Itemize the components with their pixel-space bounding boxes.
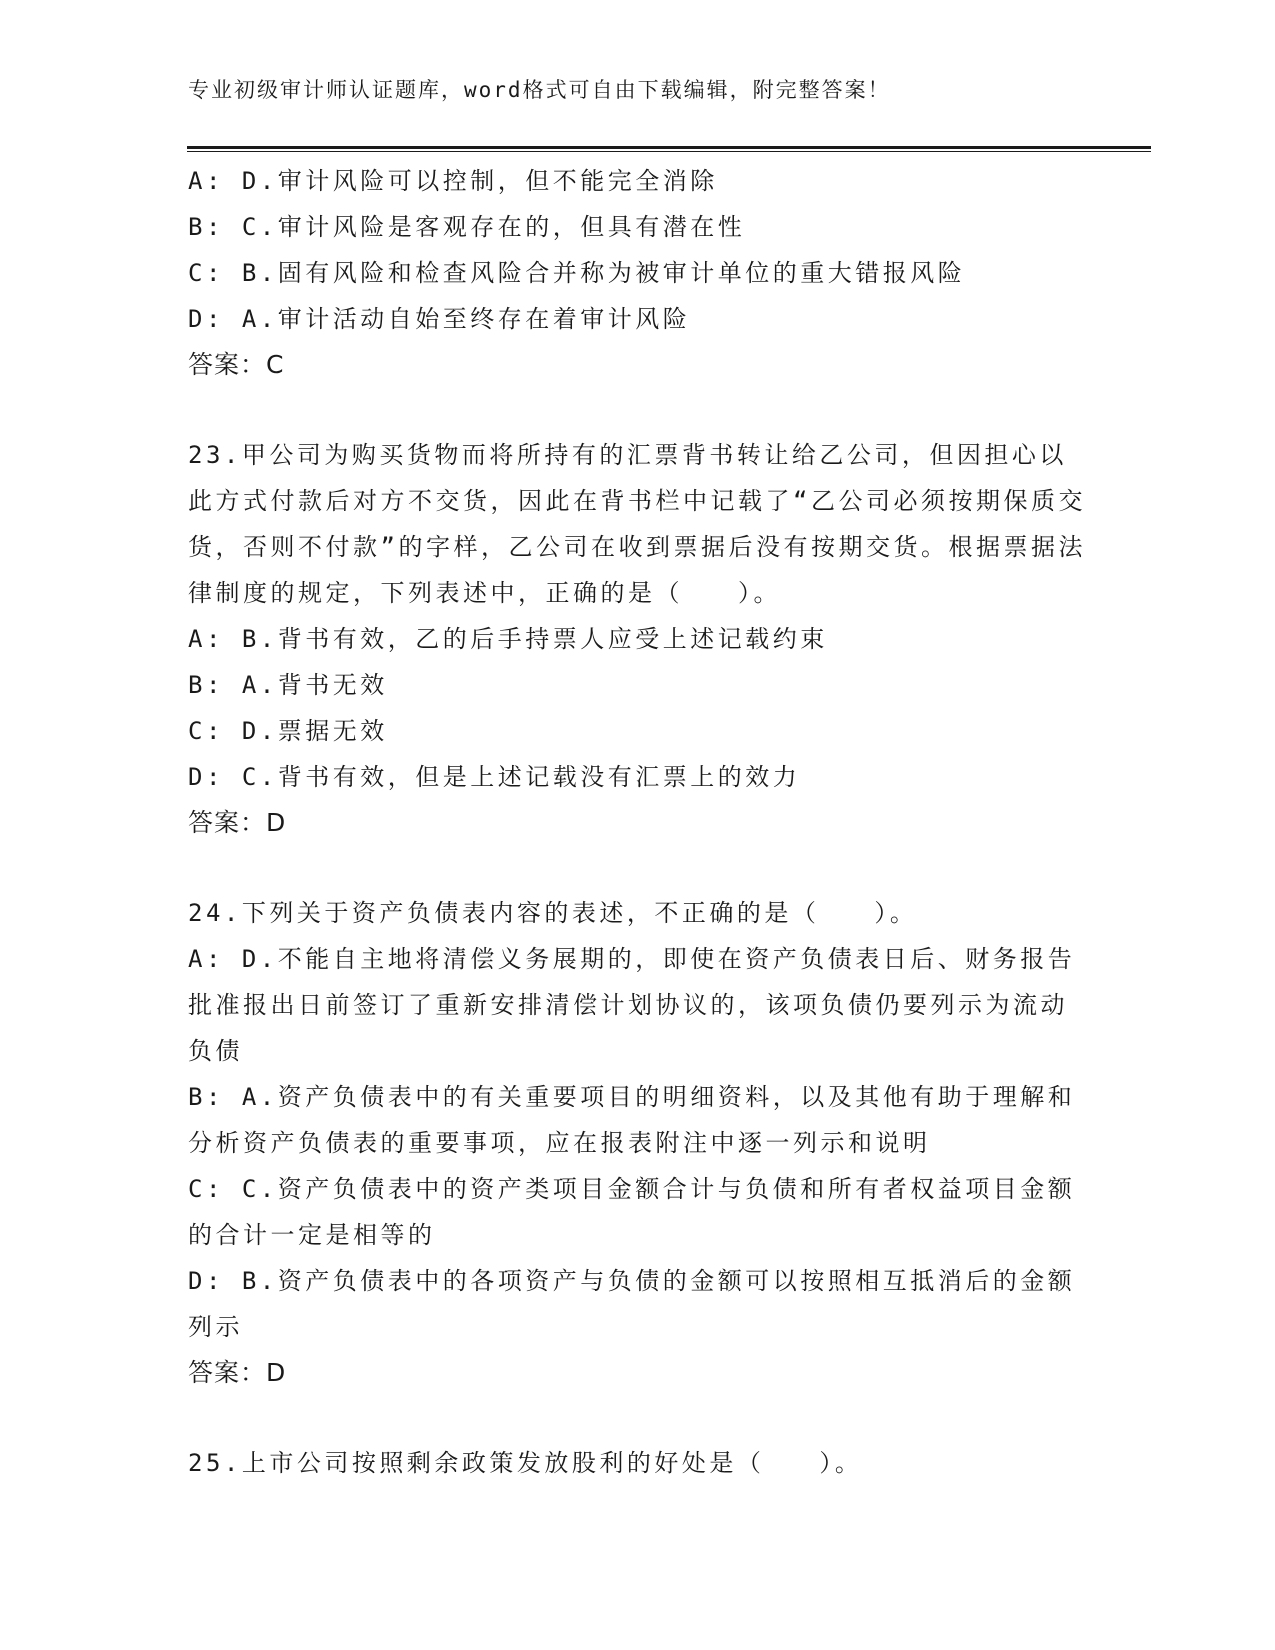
question-24	[188, 890, 1088, 1396]
answer-label: 答案：D	[188, 1358, 287, 1387]
header-rule-thick	[187, 146, 1151, 149]
answer-label: 答案：D	[188, 808, 287, 837]
answer-label: 答案：C	[188, 350, 285, 379]
option-a: A: D.审计风险可以控制，但不能完全消除	[188, 167, 718, 195]
option-b: B: A.背书无效	[188, 671, 388, 699]
question-stem: 25.上市公司按照剩余政策发放股利的好处是（ ）。	[188, 1449, 863, 1477]
option-c: C: C.资产负债表中的资产类项目金额合计与负债和所有者权益项目金额的合计一定是相等的	[188, 1175, 1076, 1249]
option-d: D: C.背书有效，但是上述记载没有汇票上的效力	[188, 763, 801, 791]
option-d: D: A.审计活动自始至终存在着审计风险	[188, 305, 691, 333]
option-a: A: B.背书有效，乙的后手持票人应受上述记载约束	[188, 625, 828, 653]
header-rule-thin	[187, 151, 1151, 152]
question-23	[188, 432, 1088, 846]
option-b: B: A.资产负债表中的有关重要项目的明细资料，以及其他有助于理解和分析资产负债表的重要事项，应在报表附注中逐一列示和说明	[188, 1083, 1076, 1157]
question-22-continued	[188, 158, 1088, 388]
page-header: 专业初级审计师认证题库，word格式可自由下载编辑，附完整答案！	[188, 78, 891, 102]
option-c: C: D.票据无效	[188, 717, 388, 745]
question-stem: 24.下列关于资产负债表内容的表述，不正确的是（ ）。	[188, 899, 918, 927]
option-c: C: B.固有风险和检查风险合并称为被审计单位的重大错报风险	[188, 259, 966, 287]
option-b: B: C.审计风险是客观存在的，但具有潜在性	[188, 213, 746, 241]
question-25	[188, 1440, 1088, 1486]
question-list	[188, 158, 1088, 1486]
question-stem: 23.甲公司为购买货物而将所持有的汇票背书转让给乙公司，但因担心以此方式付款后对方不交货，因此在背书栏中记载了“乙公司必须按期保质交货，否则不付款”的字样，乙公司在收到票据后没有按期交货。根据票据法律制度的规定，下列表述中，正确的是（ ）。	[188, 441, 1086, 607]
option-a: A: D.不能自主地将清偿义务展期的，即使在资产负债表日后、财务报告批准报出日前签订了重新安排清偿计划协议的，该项负债仍要列示为流动负债	[188, 945, 1076, 1065]
option-d: D: B.资产负债表中的各项资产与负债的金额可以按照相互抵消后的金额列示	[188, 1267, 1076, 1341]
